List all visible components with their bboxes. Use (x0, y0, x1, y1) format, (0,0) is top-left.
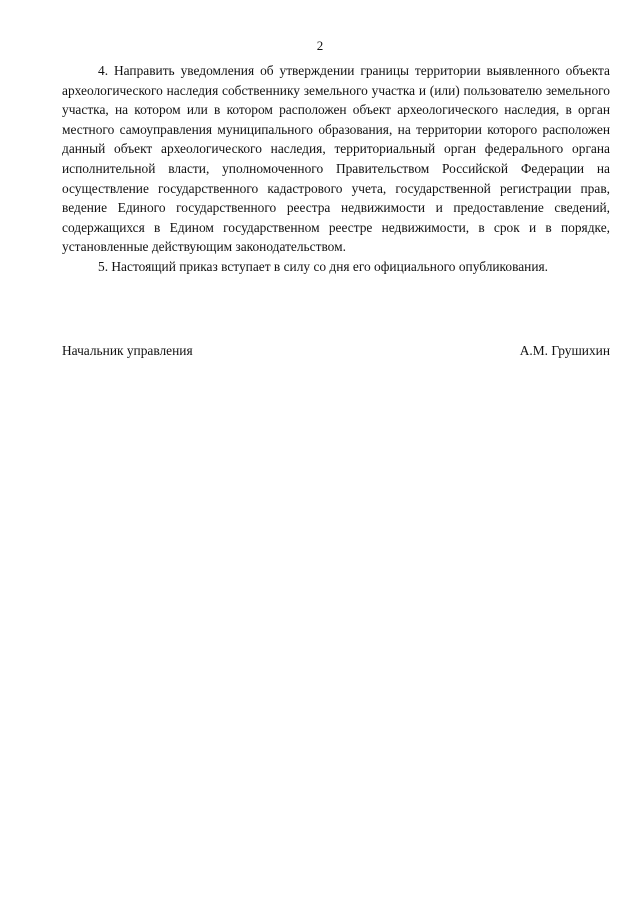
signatory-name: А.М. Грушихин (519, 343, 610, 358)
paragraph-5: 5. Настоящий приказ вступает в силу со дня его официального опубликования. (98, 258, 548, 274)
signature-block (62, 341, 610, 361)
document-body (62, 61, 610, 277)
paragraph-4: 4. Направить уведомления об утверждении границы территории выявленного объекта археологического наследия собственнику земельного участка и (или) пользователю земельного участка, на котором или в котором расположен объект археологического наследия, в орган местного самоуправления муниципального образования, на территории которого расположен данный объект археологического наследия, территориальный орган федерального органа исполнительной власти, уполномоченного Правительством Российской Федерации на осуществление государственного кадастрового учета, государственной регистрации прав, ведение Единого государственного реестра недвижимости и предоставление сведений, содержащихся в Едином государственном реестре недвижимости, в срок и в порядке, установленные действующим законодательством. (62, 63, 610, 255)
signatory-position: Начальник управления (62, 343, 193, 358)
page-number: 2 (316, 38, 324, 53)
